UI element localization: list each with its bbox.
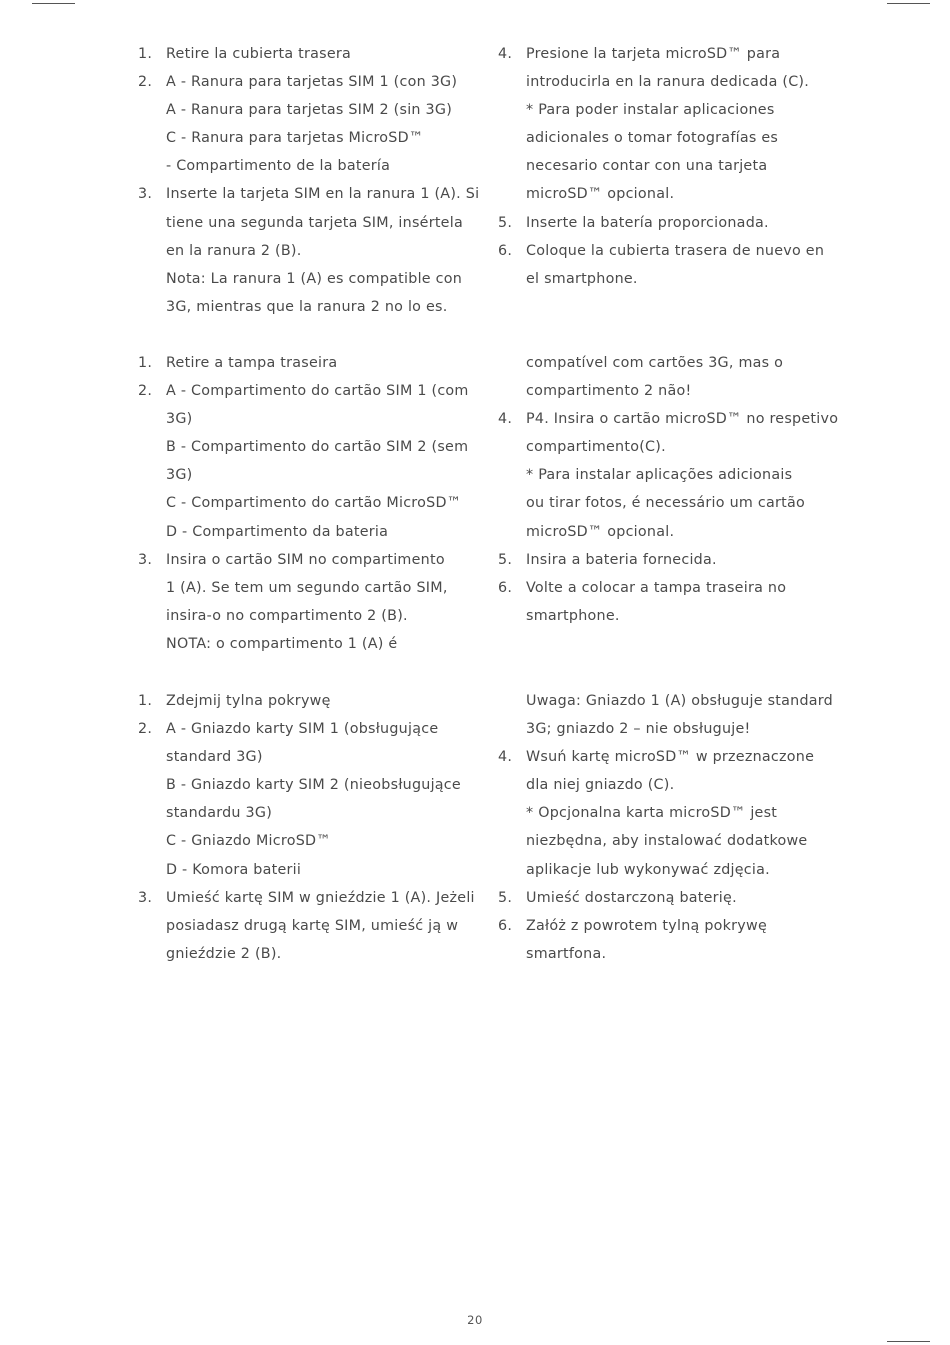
crop-mark-top-right [887,3,930,4]
instruction-text: dla niej gniazdo (C). [526,777,675,794]
step-number: 3. [138,186,153,203]
instruction-text: Uwaga: Gniazdo 1 (A) obsługuje standard [526,693,833,709]
instruction-line [490,68,850,96]
instruction-line [130,856,480,884]
column-left [130,687,480,968]
crop-mark-bottom-right [887,1341,930,1342]
instruction-text: 3G) [166,411,193,428]
instruction-text: A - Compartimento do cartão SIM 1 (com [166,383,469,400]
instruction-text: ou tirar fotos, é necessário um cartão [526,495,805,512]
instruction-line [130,209,480,237]
instruction-line [130,461,480,489]
instruction-line [490,602,850,630]
instruction-line [490,265,850,293]
column-left [130,349,480,658]
instruction-text: microSD™ opcional. [526,523,675,540]
instruction-text: compartimento(C). [526,439,666,456]
instruction-line [130,489,480,517]
instruction-text: * Para instalar aplicações adicionais [526,467,793,484]
instruction-text: B - Compartimento do cartão SIM 2 (sem [166,439,469,456]
instruction-text: el smartphone. [526,270,638,287]
instruction-line [130,68,480,96]
instruction-line [490,518,850,546]
page-number: 20 [467,1313,483,1327]
instruction-text: necesario contar con una tarjeta [526,158,768,175]
step-number: 2. [138,74,153,91]
instruction-line [490,715,850,743]
instruction-line [490,912,850,940]
step-number: 3. [138,551,153,568]
instruction-line [490,377,850,405]
instruction-line [490,180,850,208]
step-number: 4. [498,411,513,428]
instruction-line [130,518,480,546]
instruction-text: Insira o cartão SIM no compartimento [166,551,445,568]
instruction-text: smartphone. [526,607,620,624]
instruction-line [490,40,850,68]
instruction-line [490,405,850,433]
instruction-text: adicionales o tomar fotografías es [526,130,779,147]
instruction-line [130,799,480,827]
instruction-text: D - Compartimento da bateria [166,523,389,540]
instruction-line [130,433,480,461]
column-left [130,40,480,321]
instruction-text: * Para poder instalar aplicaciones [526,102,775,119]
step-number: 6. [498,579,513,596]
instruction-line [130,152,480,180]
instruction-text: Retire a tampa traseira [166,355,338,371]
instruction-text: insira-o no compartimento 2 (B). [166,607,408,624]
step-number: 4. [498,749,513,766]
instruction-text: 3G, mientras que la ranura 2 no lo es. [166,298,448,315]
instruction-line [490,884,850,912]
column-right [490,40,850,293]
instruction-line [490,124,850,152]
instruction-text: smartfona. [526,945,607,962]
instruction-text: A - Ranura para tarjetas SIM 2 (sin 3G) [166,102,453,119]
instruction-text: posiadasz drugą kartę SIM, umieść ją w [166,917,459,934]
instruction-line [130,237,480,265]
instruction-text: tiene una segunda tarjeta SIM, insértela [166,214,463,231]
instruction-line [490,489,850,517]
instruction-text: C - Gniazdo MicroSD™ [166,833,331,850]
instruction-line [130,771,480,799]
instruction-line [130,940,480,968]
instruction-line [130,96,480,124]
instruction-line [490,96,850,124]
instruction-text: * Opcjonalna karta microSD™ jest [526,805,778,822]
instruction-line [130,912,480,940]
instruction-line [490,856,850,884]
instruction-text: Zdejmij tylna pokrywę [166,693,331,709]
crop-mark-top-left [32,3,75,4]
instruction-line [130,265,480,293]
instruction-line [490,799,850,827]
step-number: 6. [498,242,513,259]
instruction-line [490,433,850,461]
instruction-text: standard 3G) [166,749,263,766]
step-number: 1. [138,693,153,709]
instruction-text: compatível com cartões 3G, mas o [526,355,784,371]
step-number: 5. [498,214,513,231]
instruction-line [130,630,480,658]
instruction-text: standardu 3G) [166,805,273,822]
instruction-line [490,546,850,574]
instruction-line [130,546,480,574]
instruction-line [490,349,850,377]
instruction-text: Umieść dostarczoną baterię. [526,889,737,906]
instruction-text: 1 (A). Se tem um segundo cartão SIM, [166,579,448,596]
instruction-text: Umieść kartę SIM w gnieździe 1 (A). Jeżeli [166,889,475,906]
instruction-line [130,743,480,771]
instruction-text: - Compartimento de la batería [166,158,391,175]
column-right [490,687,850,968]
instruction-line [490,461,850,489]
instruction-text: gnieździe 2 (B). [166,945,282,962]
instruction-line [130,40,480,68]
instruction-text: 3G; gniazdo 2 – nie obsługuje! [526,721,751,738]
step-number: 2. [138,383,153,400]
instruction-text: Insira a bateria fornecida. [526,551,717,568]
instruction-text: Inserte la tarjeta SIM en la ranura 1 (A). Si [166,186,480,203]
instruction-line [130,602,480,630]
instruction-text: niezbędna, aby instalować dodatkowe [526,833,808,850]
instruction-line [490,152,850,180]
instruction-text: en la ranura 2 (B). [166,242,302,259]
instruction-text: Inserte la batería proporcionada. [526,214,769,231]
instruction-line [490,771,850,799]
instruction-text: C - Ranura para tarjetas MicroSD™ [166,130,424,147]
instruction-text: Retire la cubierta trasera [166,46,352,62]
step-number: 1. [138,46,153,62]
instruction-text: Coloque la cubierta trasera de nuevo en [526,242,825,259]
instruction-line [130,377,480,405]
step-number: 3. [138,889,153,906]
instruction-line [490,743,850,771]
instruction-line [130,687,480,715]
instruction-text: introducirla en la ranura dedicada (C). [526,74,810,91]
instruction-text: Wsuń kartę microSD™ w przeznaczone [526,749,815,766]
instruction-line [490,574,850,602]
instruction-line [130,827,480,855]
instruction-text: A - Gniazdo karty SIM 1 (obsługujące [166,721,439,738]
step-number: 5. [498,551,513,568]
instruction-line [130,405,480,433]
instruction-text: B - Gniazdo karty SIM 2 (nieobsługujące [166,777,461,794]
step-number: 5. [498,889,513,906]
instruction-line [130,884,480,912]
instruction-text: Presione la tarjeta microSD™ para [526,46,781,62]
instruction-line [490,687,850,715]
instruction-text: C - Compartimento do cartão MicroSD™ [166,495,462,512]
instruction-text: Załóż z powrotem tylną pokrywę [526,917,767,934]
instruction-line [130,349,480,377]
instruction-line [130,180,480,208]
instruction-line [130,715,480,743]
instruction-text: D - Komora baterii [166,861,302,878]
instruction-line [130,293,480,321]
instruction-line [490,827,850,855]
instruction-line [490,940,850,968]
step-number: 6. [498,917,513,934]
instruction-text: P4. Insira o cartão microSD™ no respetivo [526,411,839,428]
instruction-text: microSD™ opcional. [526,186,675,203]
instruction-text: Volte a colocar a tampa traseira no [526,579,787,596]
instruction-text: aplikacje lub wykonywać zdjęcia. [526,861,770,878]
step-number: 4. [498,46,513,62]
instruction-text: NOTA: o compartimento 1 (A) é [166,635,398,652]
step-number: 1. [138,355,153,371]
instruction-line [490,237,850,265]
instruction-line [130,574,480,602]
instruction-text: Nota: La ranura 1 (A) es compatible con [166,270,463,287]
instruction-text: A - Ranura para tarjetas SIM 1 (con 3G) [166,74,458,91]
instruction-line [130,124,480,152]
step-number: 2. [138,721,153,738]
column-right [490,349,850,630]
instruction-text: 3G) [166,467,193,484]
instruction-line [490,209,850,237]
instruction-text: compartimento 2 não! [526,383,692,400]
